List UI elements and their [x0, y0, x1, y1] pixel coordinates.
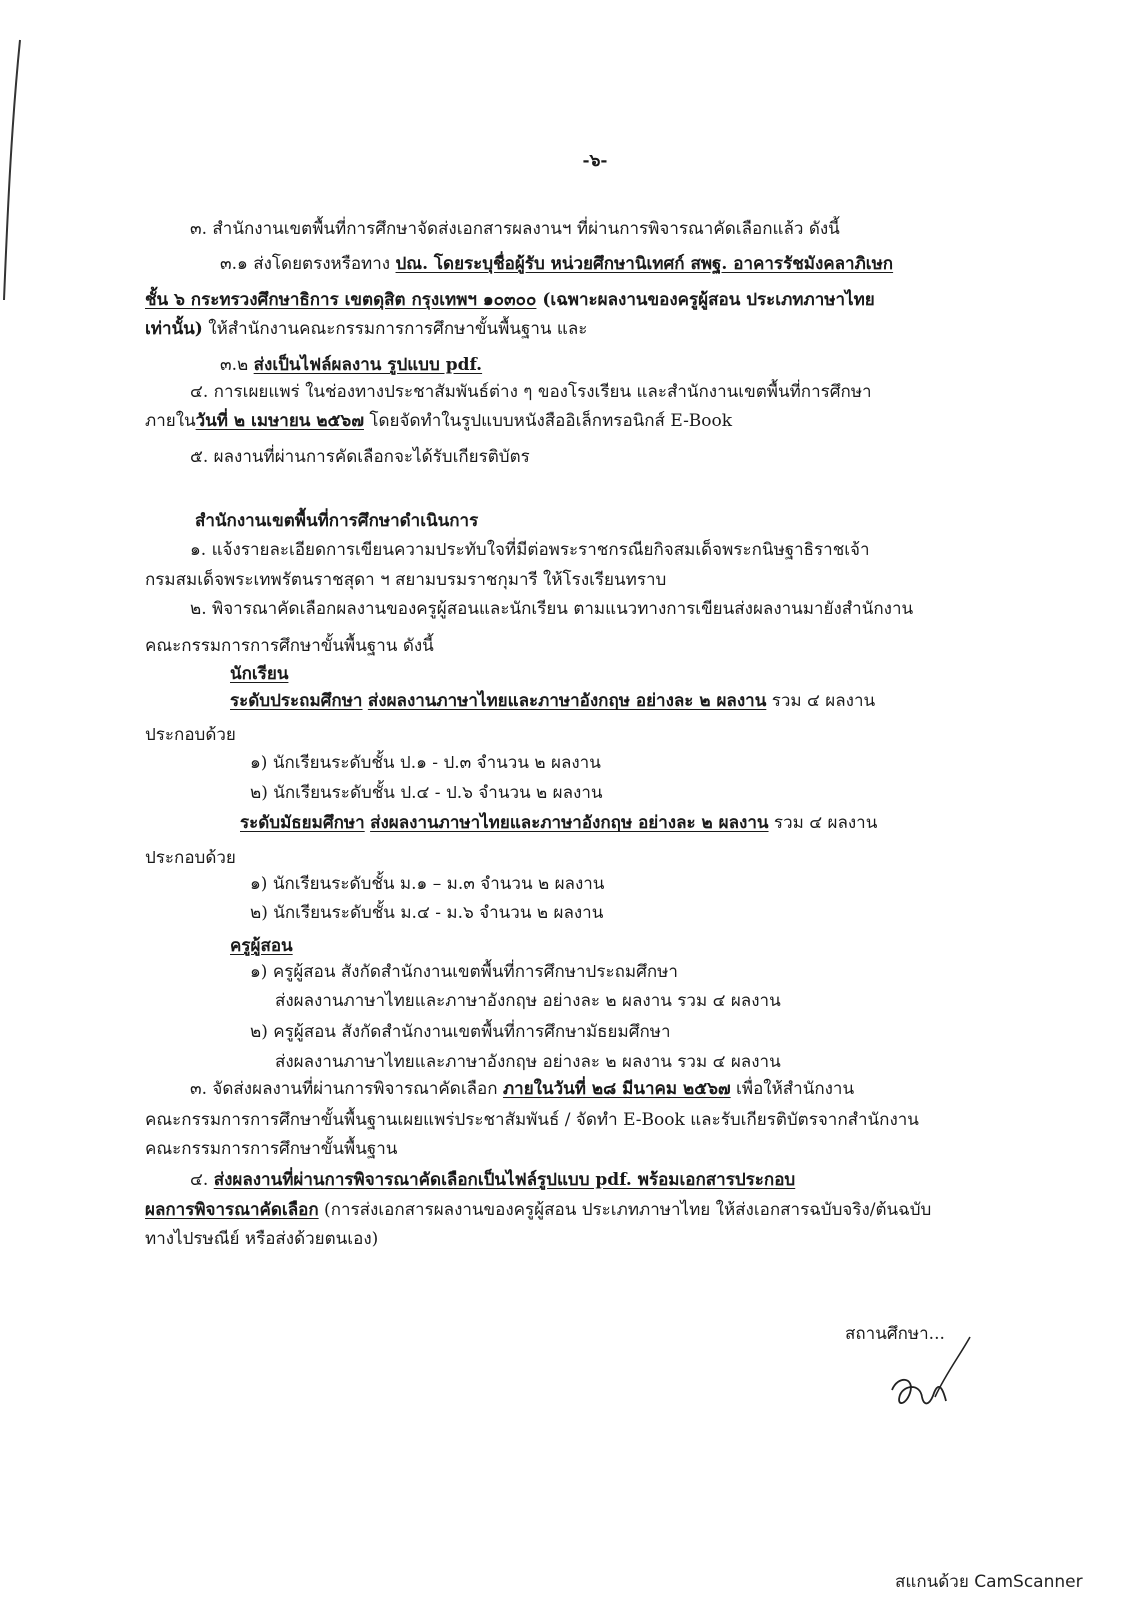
text: ๔.	[190, 1170, 214, 1190]
underlined-text: ผลการพิจารณาคัดเลือก	[145, 1200, 319, 1220]
list-item: ๒) ครูผู้สอน สังกัดสำนักงานเขตพื้นที่การศึกษามัธยมศึกษา	[250, 1022, 671, 1042]
item-3-1-address	[145, 289, 875, 311]
text: (การส่งเอกสารผลงานของครูผู้สอน ประเภทภาษาไทย ให้ส่งเอกสารฉบับจริง/ต้นฉบับ	[318, 1200, 932, 1220]
step-2-line: ๒. พิจารณาคัดเลือกผลงานของครูผู้สอนและนักเรียน ตามแนวทางการเขียนส่งผลงานมายังสำนักงาน	[190, 599, 914, 619]
underlined-text: ระดับประถมศึกษา	[230, 691, 363, 711]
primary-level-line	[230, 690, 875, 712]
teachers-heading: ครูผู้สอน	[230, 936, 293, 956]
underlined-text: ระดับมัธยมศึกษา	[240, 813, 365, 833]
list-item: ๑) นักเรียนระดับชั้น ป.๑ - ป.๓ จำนวน ๒ ผลงาน	[250, 753, 601, 773]
list-item: ๑) ครูผู้สอน สังกัดสำนักงานเขตพื้นที่การศึกษาประถมศึกษา	[250, 962, 678, 982]
step-1-cont: กรมสมเด็จพระเทพรัตนราชสุดา ฯ สยามบรมราชกุมารี ให้โรงเรียนทราบ	[145, 570, 667, 590]
underlined-text: ภายในวันที่ ๒๘ มีนาคม ๒๕๖๗	[502, 1079, 731, 1099]
section-heading: สำนักงานเขตพื้นที่การศึกษาดำเนินการ	[195, 511, 479, 531]
composed-of-label: ประกอบด้วย	[145, 725, 236, 745]
item-4-line: ๔. การเผยแพร่ ในช่องทางประชาสัมพันธ์ต่าง ๆ ของโรงเรียน และสำนักงานเขตพื้นที่การศึกษา	[190, 382, 872, 402]
students-heading: นักเรียน	[230, 664, 289, 684]
item-3-1-line	[220, 253, 893, 275]
underlined-text: ปณ. โดยระบุชื่อผู้รับ หน่วยศึกษานิเทศก์ สพฐ. อาคารรัชมังคลาภิเษก	[395, 254, 894, 274]
text: เพื่อให้สำนักงาน	[730, 1079, 855, 1099]
composed-of-label: ประกอบด้วย	[145, 848, 236, 868]
underlined-text: ส่งผลงานภาษาไทยและภาษาอังกฤษ อย่างละ ๒ ผลงาน	[367, 691, 767, 711]
secondary-level-line	[240, 812, 877, 834]
text: รวม ๔ ผลงาน	[766, 691, 876, 711]
text: ๓. จัดส่งผลงานที่ผ่านการพิจารณาคัดเลือก	[190, 1079, 503, 1099]
item-3-2-line	[220, 354, 482, 376]
underlined-text: ชั้น ๖ กระทรวงศึกษาธิการ เขตดุสิต กรุงเทพฯ ๑๐๓๐๐	[145, 290, 537, 310]
continuation-marker: สถานศึกษา...	[845, 1324, 945, 1344]
list-item: ๑) นักเรียนระดับชั้น ม.๑ – ม.๓ จำนวน ๒ ผลงาน	[250, 874, 605, 894]
step-4-cont	[145, 1199, 931, 1221]
text: ๓.๑ ส่งโดยตรงหรือทาง	[220, 254, 396, 274]
text: ภายใน	[145, 411, 196, 431]
text: โดยจัดทำในรูปแบบหนังสืออิเล็กทรอนิกส์ E-Book	[363, 411, 733, 431]
underlined-text: ส่งเป็นไฟล์ผลงาน รูปแบบ pdf.	[253, 355, 483, 375]
page-number: -๖-	[582, 151, 608, 171]
list-item-detail: ส่งผลงานภาษาไทยและภาษาอังกฤษ อย่างละ ๒ ผลงาน รวม ๔ ผลงาน	[275, 1052, 781, 1072]
item-3-1-recipient	[145, 318, 587, 340]
step-3-cont: คณะกรรมการการศึกษาขั้นพื้นฐาน	[145, 1139, 398, 1159]
step-4-line	[190, 1169, 795, 1191]
text: รวม ๔ ผลงาน	[768, 813, 878, 833]
underlined-text: วันที่ ๒ เมษายน ๒๕๖๗	[195, 411, 364, 431]
handwritten-signature	[890, 1335, 980, 1425]
list-item: ๒) นักเรียนระดับชั้น ป.๔ - ป.๖ จำนวน ๒ ผลงาน	[250, 783, 603, 803]
text: ๓.๒	[220, 355, 254, 375]
step-4-cont: ทางไปรษณีย์ หรือส่งด้วยตนเอง)	[145, 1229, 379, 1249]
bold-text: (เฉพาะผลงานของครูผู้สอน ประเภทภาษาไทย	[536, 290, 875, 310]
text: ให้สำนักงานคณะกรรมการการศึกษาขั้นพื้นฐาน และ	[202, 319, 588, 339]
bold-text: เท่านั้น)	[145, 319, 203, 339]
item-3-heading: ๓. สำนักงานเขตพื้นที่การศึกษาจัดส่งเอกสารผลงานฯ ที่ผ่านการพิจารณาคัดเลือกแล้ว ดังนี้	[190, 219, 840, 239]
underlined-text: ส่งผลงานภาษาไทยและภาษาอังกฤษ อย่างละ ๒ ผลงาน	[370, 813, 769, 833]
underlined-text: ส่งผลงานที่ผ่านการพิจารณาคัดเลือกเป็นไฟล์รูปแบบ pdf. พร้อมเอกสารประกอบ	[213, 1170, 796, 1190]
step-3-line	[190, 1078, 854, 1100]
list-item: ๒) นักเรียนระดับชั้น ม.๔ - ม.๖ จำนวน ๒ ผลงาน	[250, 903, 604, 923]
step-2-cont: คณะกรรมการการศึกษาขั้นพื้นฐาน ดังนี้	[145, 636, 434, 656]
item-4-date-line	[145, 410, 732, 432]
step-1-line: ๑. แจ้งรายละเอียดการเขียนความประทับใจที่มีต่อพระราชกรณียกิจสมเด็จพระกนิษฐาธิราชเจ้า	[190, 540, 870, 560]
scanner-watermark: สแกนด้วย CamScanner	[895, 1572, 1083, 1592]
item-5-line: ๕. ผลงานที่ผ่านการคัดเลือกจะได้รับเกียรติบัตร	[190, 447, 530, 467]
step-3-cont: คณะกรรมการการศึกษาขั้นพื้นฐานเผยแพร่ประชาสัมพันธ์ / จัดทำ E-Book และรับเกียรติบัตรจากสำนักงาน	[145, 1110, 919, 1130]
list-item-detail: ส่งผลงานภาษาไทยและภาษาอังกฤษ อย่างละ ๒ ผลงาน รวม ๔ ผลงาน	[275, 991, 781, 1011]
